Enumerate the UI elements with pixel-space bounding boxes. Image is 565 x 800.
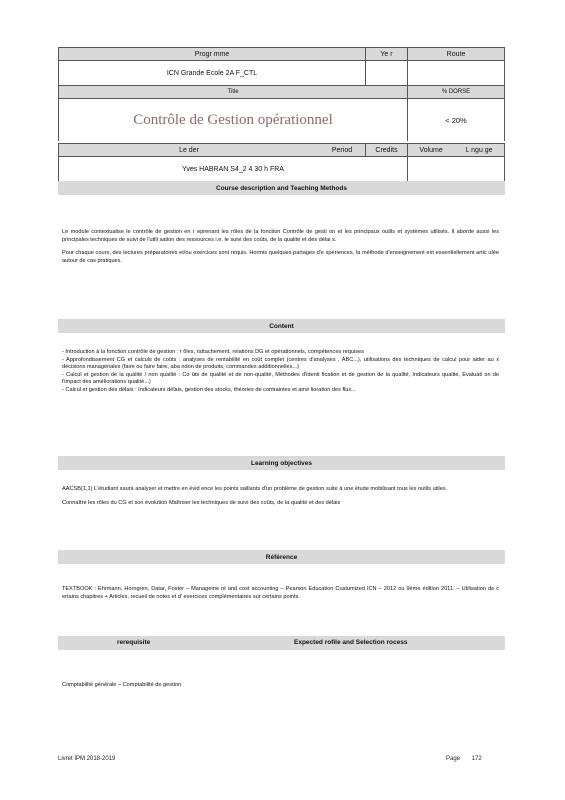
prerequisite-heading: rerequisite <box>117 639 151 646</box>
content-heading: Content <box>58 319 505 333</box>
reference-heading: Référence <box>58 550 505 564</box>
content-list <box>62 349 499 395</box>
prerequisite-text <box>62 682 212 696</box>
leader-value: Yves HABRAN S4_2 4 30 h FRA <box>58 157 407 181</box>
description-heading: Course description and Teaching Methods <box>58 181 505 195</box>
objectives-text <box>62 486 499 513</box>
period-label: Period <box>319 143 365 157</box>
description-paragraph: Le module contextualise le contrôle de gestion en r eprenant les rôles de la fonction Contrôle de gesti on et les principaux outils et systèmes utilisés. Il aborde aussi les principales techniques de suivi de l'utili sation des ressources i.e. le suivi des coûts, de la qualité et des délai s. <box>62 229 499 243</box>
list-item: - Calcul et gestion de la qualité / non qualité : Co ûts de qualité et de non-qualité, Méthodes d'identi fication et de gestion de la qualité, Indicateurs qualité, Evaluati on de l'impact des améliorations qualité...) <box>62 371 499 386</box>
prerequisite-paragraph: Comptabilité générale – Comptabilité de gestion <box>62 682 182 688</box>
credits-label: Credits <box>365 143 407 157</box>
list-item: - Approfondissement CG et calculs de coûts : analyses de rentabilité en coût complet (centres d'analyses , ABC...), utilisations des techniques de calcul pour aider au x décisions managériales (faire ou faire faire, aba ndon de produits, commandes additionnelles...) <box>62 356 499 371</box>
year-value <box>365 61 407 85</box>
page-label: Page <box>446 756 461 762</box>
reference-paragraph: TEXTBOOK : Ehrmann, Horngren, Datar, Foster – Manageme nt and cost accounting – Pearson Education Custumized ICN – 2012 ou 9ème édition 2011. – Utilisation de c ertains chapitres + Articles, recueil de notes et d' exercices complémentaires sur certains points. <box>62 586 499 600</box>
page-number: 172 <box>471 756 482 762</box>
language-label: L ngu ge <box>465 146 493 154</box>
program-label: Progr mme <box>58 47 365 61</box>
expected-profile-heading: Expected rofile and Selection rocess <box>294 639 408 646</box>
dorse-value: < 20% <box>407 99 505 141</box>
course-title-text: Contrôle de Gestion opérationnel <box>133 111 333 128</box>
reference-text <box>62 586 499 607</box>
dorse-label: % DORSE <box>407 85 505 99</box>
volume-language-labels <box>407 143 505 157</box>
course-title <box>58 99 407 141</box>
footer-booklet: Livret IPM 2018-2019 <box>58 756 116 762</box>
prerequisite-heading-band <box>58 636 505 650</box>
objectives-paragraph: AACSB(1,1) L'étudiant saura analyser et mettre en évid ence les points saillants d'un problème de gestion suite à une étude mobilisant tous les outils utiles. <box>62 486 448 492</box>
leader-label: Le der <box>58 143 319 157</box>
objectives-paragraph: Connaître les rôles du CG et son évolution Maîtriser les techniques de suivi des coûts, de la qualité et des délais <box>62 499 341 506</box>
leader-value-right <box>407 157 505 181</box>
title-label: Title <box>58 85 407 99</box>
route-label: Route <box>407 47 505 61</box>
year-label: Ye r <box>365 47 407 61</box>
list-item: - Introduction à la fonction contrôle de gestion : r ôles, rattachement, relations DG et opérationnels, compétences requises <box>62 349 364 355</box>
program-value: ICN Grande Ecole 2A F_CTL <box>58 61 365 85</box>
volume-label: Volume <box>419 146 443 154</box>
description-paragraph: Pour chaque cours, des lectures préparatoires et/ou exercices sont requis. Hormis quelques partages d'e xpériences, la méthode d'enseignement est essentiellement artic ulée autour de cas pratiques. <box>62 250 499 264</box>
route-value <box>407 61 505 85</box>
footer-page <box>446 756 482 762</box>
list-item: - Calcul et gestion des délais : Indicateurs délais, gestion des stocks, théories de contraintes et amé lioration des flux... <box>62 386 356 393</box>
objectives-heading: Learning objectives <box>58 456 505 470</box>
description-text <box>62 229 499 271</box>
